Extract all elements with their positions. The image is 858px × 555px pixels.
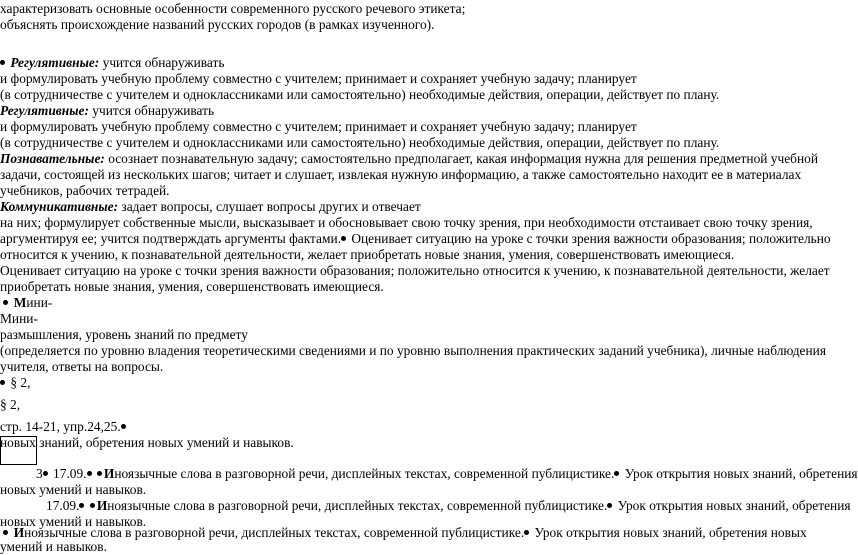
date: 17.09. (49, 466, 87, 481)
bullet-icon (43, 471, 48, 476)
cognitive-heading (0, 151, 818, 167)
text: Оценивает ситуацию на уроке с точки зрения важности образования; положительно (347, 231, 831, 246)
text-line: Оценивает ситуацию на уроке с точки зрения важности образования; положительно относится к учению, к познавательной деятельности, желает (0, 263, 830, 278)
text: учится обнаруживать (99, 55, 225, 70)
text-line: (в сотрудничестве с учителем и одноклассниками или самостоятельно) необходимые действия, операции, действует по плану. (0, 135, 720, 150)
topic: ноязычные слова в разговорной речи, дисплейных текстах, современной публицистике. (114, 466, 615, 481)
text-line: новых умений и навыков. (0, 482, 147, 497)
topic: ноязычные слова в разговорной речи, дисплейных текстах, современной публицистике. (24, 525, 525, 540)
bullet-icon (614, 471, 619, 476)
text-line: объяснять происхождение названий русских городов (в рамках изученного). (0, 17, 435, 32)
text: ини- (26, 295, 53, 310)
text-line: новых умений и навыков. (0, 514, 147, 529)
mini-heading (0, 295, 52, 311)
text-line: размышления, уровень знаний по предмету (0, 327, 248, 342)
label: Коммуникативные: (0, 199, 119, 214)
bullet-icon (97, 471, 102, 476)
text: учится обнаруживать (88, 103, 215, 118)
text: И (103, 466, 115, 481)
lesson-row (36, 466, 858, 482)
text: И (13, 525, 25, 540)
bullet-icon (341, 236, 346, 241)
text-line: Мини- (0, 311, 38, 326)
lesson-type: Урок открытия новых знаний, обретения (621, 466, 858, 481)
text: И (96, 498, 108, 513)
text-line: учебников, рабочих тетрадей. (0, 183, 170, 198)
text: аргументируя ее; учится подтверждать аргументы фактами. (0, 231, 341, 246)
bullet-icon (0, 380, 5, 385)
communicative-heading (0, 199, 421, 215)
bullet-icon (87, 471, 92, 476)
text: осознает познавательную задачу; самостоятельно предполагает, какая информация нужна для решения предметной учебной (104, 151, 818, 166)
bullet-icon (3, 300, 8, 305)
label: Регулятивные: (10, 55, 100, 70)
text-line: на них; формулирует собственные мысли, высказывает и обосновывает свою точку зрения, при необходимости отстаивает свою точку зрения, (0, 215, 813, 230)
text-line: новых знаний, обретения новых умений и навыков. (0, 435, 294, 450)
bullet-icon (524, 530, 529, 535)
bullet-icon (3, 530, 8, 535)
text: М (13, 295, 27, 310)
label: Познавательные: (0, 151, 105, 166)
topic: ноязычные слова в разговорной речи, дисплейных текстах, современной публицистике. (107, 498, 608, 513)
date: 17.09. (46, 498, 80, 513)
text: § 2, (10, 375, 31, 390)
text-line: (в сотрудничестве с учителем и одноклассниками или самостоятельно) необходимые действия, операции, действует по плану. (0, 87, 720, 102)
text-line: и формулировать учебную проблему совместно с учителем; принимает и сохраняет учебную задачу; планирует (0, 71, 637, 86)
text-line: учителя, ответы на вопросы. (0, 359, 164, 374)
bullet-icon (607, 503, 612, 508)
lesson-row (0, 525, 807, 541)
text: задает вопросы, слушает вопросы других и отвечает (118, 199, 421, 214)
section-ref (0, 375, 30, 391)
text-line (0, 231, 831, 247)
empty-table-cell (0, 436, 37, 465)
row-number: 3 (36, 466, 43, 481)
text-line: приобретать новые знания, умения, совершенствовать имеющиеся. (0, 279, 384, 294)
lesson-row (46, 498, 851, 514)
bullet-icon (121, 424, 126, 429)
lesson-type: Урок открытия новых знаний, обретения (614, 498, 851, 513)
text-line: умений и навыков. (0, 539, 107, 554)
bullet-icon (90, 503, 95, 508)
bullet-icon (0, 60, 5, 65)
pages-ref (0, 419, 128, 435)
text-line: задачи, состоящей из нескольких шагов; читает и слушает, извлекая нужную информацию, а также самостоятельно находит ее в материалах (0, 167, 802, 182)
text-line: характеризовать основные особенности современного русского речевого этикета; (0, 1, 466, 16)
regulative-heading-2 (0, 103, 214, 119)
text: стр. 14-21, упр.24,25. (0, 419, 121, 434)
bullet-icon (79, 503, 84, 508)
text-line: и формулировать учебную проблему совместно с учителем; принимает и сохраняет учебную задачу; планирует (0, 119, 637, 134)
regulative-heading-1 (0, 55, 224, 71)
lesson-type: Урок открытия новых знаний, обретения новых (531, 525, 807, 540)
label: Регулятивные: (0, 103, 89, 118)
section-ref: § 2, (0, 397, 21, 412)
text-line: (определяется по уровню владения теоретическими сведениями и по уровню выполнения практических заданий учебника), личные наблюдения (0, 343, 826, 358)
text-line: относится к учению, к познавательной деятельности, желает приобретать новые знания, умения, совершенствовать имеющиеся. (0, 247, 735, 262)
